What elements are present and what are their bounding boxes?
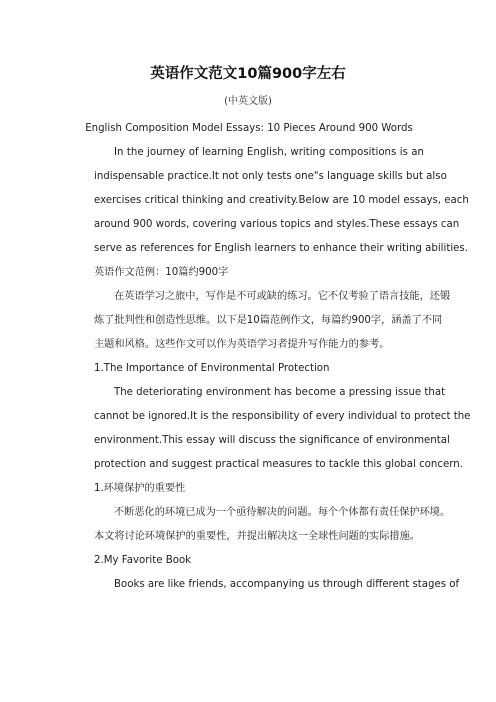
text-line: 本文将讨论环境保护的重要性，并提出解决这一全球性问题的实际措施。 [94, 531, 420, 542]
essay1-title-en: 1.The Importance of Environmental Protection [94, 363, 330, 374]
text-line: around 900 words, covering various topics and styles.These essays can [94, 219, 460, 230]
text-line: Books are like friends, accompanying us through different stages of [114, 579, 460, 590]
essay1-en-paragraph [74, 381, 471, 477]
document-subtitle: (中英文版) [224, 96, 272, 107]
text-line: serve as references for English learners to enhance their writing abilities. [94, 243, 468, 254]
text-line: environment.This essay will discuss the significance of environmental [94, 435, 450, 446]
document-body [74, 117, 471, 597]
essay1-cn-paragraph [74, 501, 451, 549]
document-title: 英语作文范文10篇900字左右 [150, 66, 346, 82]
text-line: 在英语学习之旅中，写作是不可或缺的练习。它不仅考验了语言技能，还锻 [114, 291, 451, 302]
essay2-en-paragraph [74, 573, 460, 597]
intro-cn-paragraph [74, 285, 451, 357]
text-line: 炼了批判性和创造性思维。以下是10篇范例作文，每篇约900字，涵盖了不同 [94, 315, 443, 326]
intro-en-paragraph [74, 141, 469, 261]
text-line: In the journey of learning English, writing compositions is an [114, 147, 424, 158]
text-line: exercises critical thinking and creativity.Below are 10 model essays, each [94, 195, 469, 206]
text-line: indispensable practice.It not only tests one"s language skills but also [94, 171, 447, 182]
essay1-title-cn: 1.环境保护的重要性 [94, 483, 186, 494]
heading-en: English Composition Model Essays: 10 Pieces Around 900 Words [85, 123, 413, 134]
essay2-title-en: 2.My Favorite Book [94, 555, 192, 566]
text-line: 主题和风格。这些作文可以作为英语学习者提升写作能力的参考。 [94, 339, 390, 350]
text-line: protection and suggest practical measures to tackle this global concern. [94, 459, 463, 470]
text-line: The deteriorating environment has become a pressing issue that [114, 387, 446, 398]
text-line: 不断恶化的环境已成为一个亟待解决的问题。每个个体都有责任保护环境。 [114, 507, 451, 518]
text-line: cannot be ignored.It is the responsibility of every individual to protect the [94, 411, 471, 422]
heading-cn: 英语作文范例：10篇约900字 [94, 267, 229, 278]
